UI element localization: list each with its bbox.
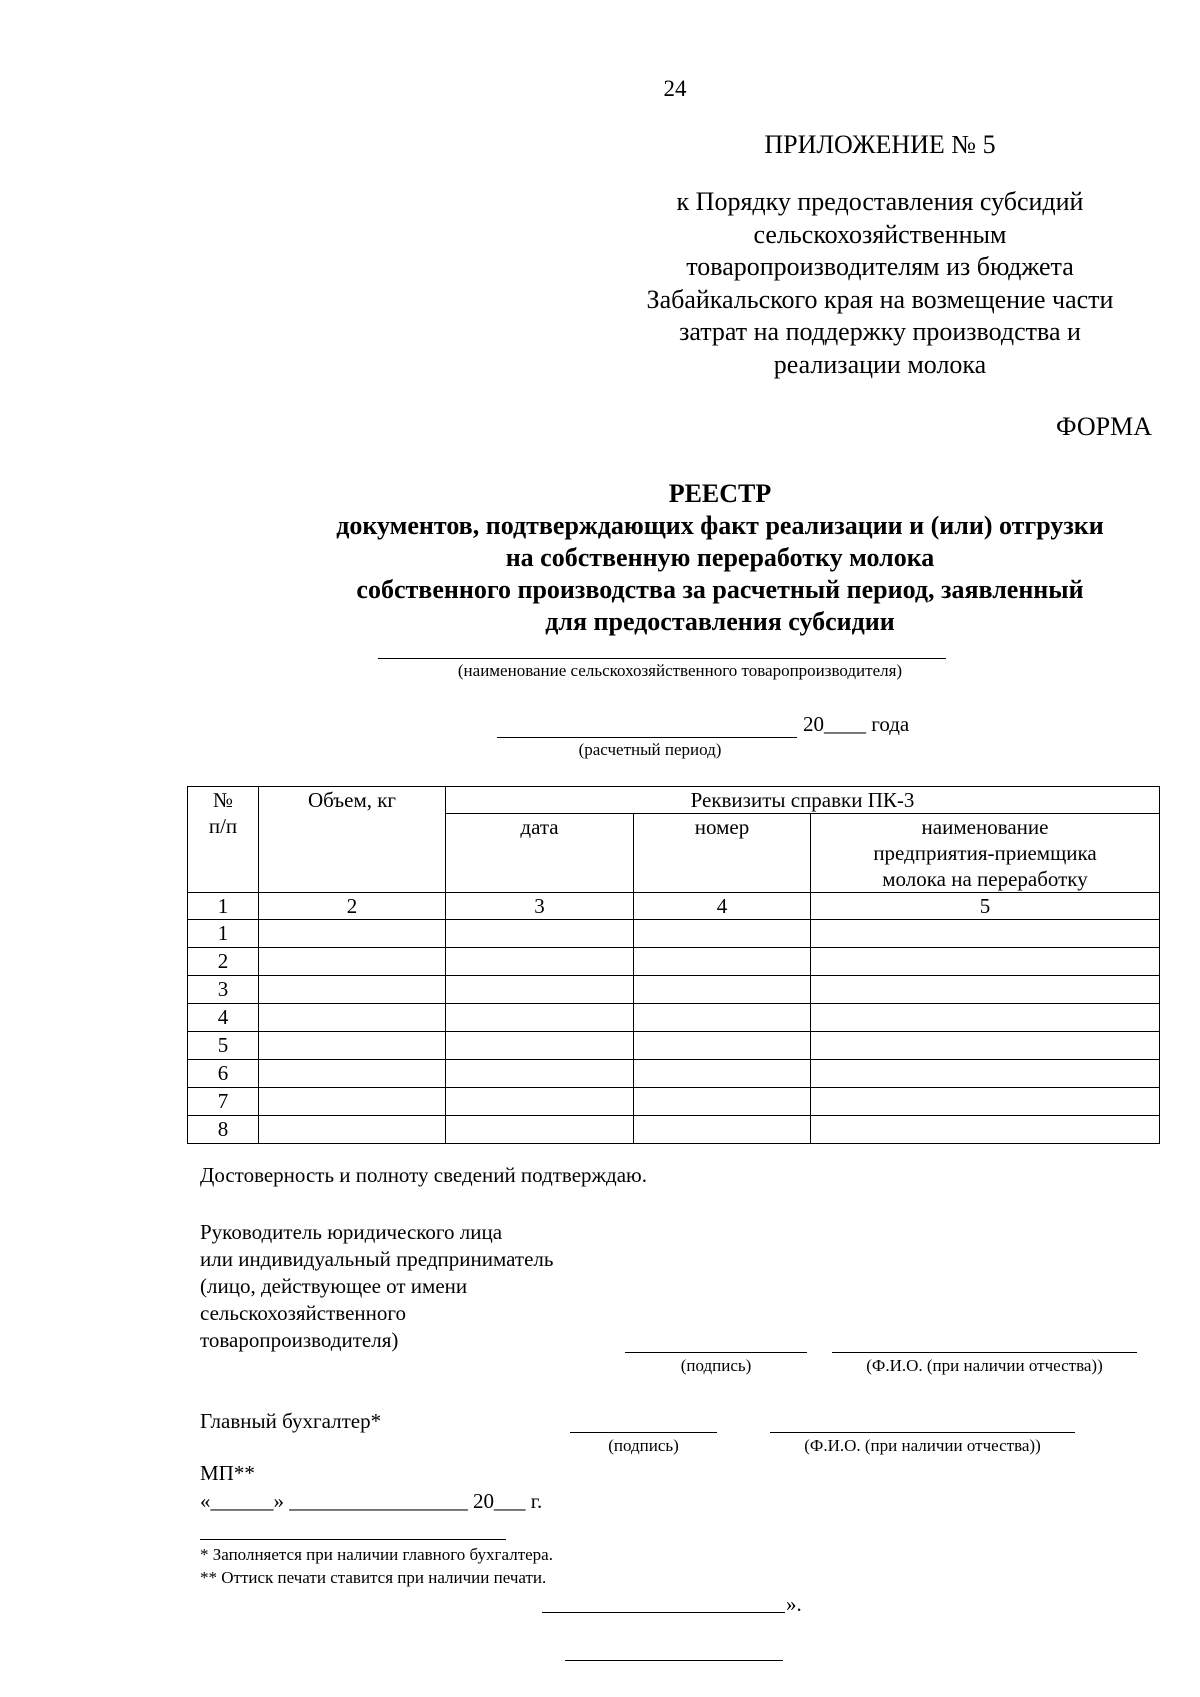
header-row-number <box>188 787 259 893</box>
header-name-line: молока на переработку <box>882 867 1088 891</box>
row-number-cell: 7 <box>188 1088 259 1116</box>
index-cell: 5 <box>811 893 1160 920</box>
head-fio-caption: (Ф.И.О. (при наличии отчества)) <box>866 1356 1103 1375</box>
footnotes <box>200 1543 553 1589</box>
number-cell[interactable] <box>634 948 811 976</box>
head-signature-caption: (подпись) <box>680 1356 752 1375</box>
head-label-line: (лицо, действующее от имени <box>200 1274 468 1298</box>
header-name-line: наименование <box>921 815 1049 839</box>
volume-cell[interactable] <box>259 1032 446 1060</box>
number-cell[interactable] <box>634 1116 811 1144</box>
header-name-line: предприятия-приемщика <box>873 841 1097 865</box>
volume-cell[interactable] <box>259 976 446 1004</box>
row-number-cell: 5 <box>188 1032 259 1060</box>
enterprise-cell[interactable] <box>811 1088 1160 1116</box>
date-cell[interactable] <box>446 1116 634 1144</box>
form-label: ФОРМА <box>1056 412 1152 441</box>
appendix-reference-line: затрат на поддержку производства и <box>679 317 1081 346</box>
appendix-reference-line: сельскохозяйственным <box>753 219 1007 249</box>
header-enterprise-name <box>811 814 1160 893</box>
date-cell[interactable] <box>446 1032 634 1060</box>
index-cell: 1 <box>188 893 259 920</box>
head-label-line: Руководитель юридического лица <box>200 1220 503 1244</box>
footnote: ** Оттиск печати ставится при наличии печати. <box>200 1568 547 1587</box>
index-cell: 2 <box>259 893 446 920</box>
head-signature-line[interactable] <box>625 1352 807 1353</box>
period-year: 20____ года <box>803 712 910 736</box>
appendix-reference-line: к Порядку предоставления субсидий <box>676 187 1084 216</box>
appendix-reference <box>600 186 1160 381</box>
volume-cell[interactable] <box>259 1004 446 1032</box>
appendix-reference-line: реализации молока <box>773 349 987 379</box>
register-title-line: собственного производства за расчетный период, заявленный <box>356 575 1084 604</box>
register-title-line: документов, подтверждающих факт реализации и (или) отгрузки <box>336 511 1104 540</box>
date-cell[interactable] <box>446 948 634 976</box>
header-pk3-group: Реквизиты справки ПК-3 <box>446 787 1160 814</box>
table-row <box>188 1088 1160 1116</box>
number-cell[interactable] <box>634 1004 811 1032</box>
table-row <box>188 1004 1160 1032</box>
head-fio-line[interactable] <box>832 1352 1137 1353</box>
producer-caption: (наименование сельскохозяйственного товаропроизводителя) <box>457 661 903 680</box>
enterprise-cell[interactable] <box>811 976 1160 1004</box>
register-title-line: на собственную переработку молока <box>505 543 935 572</box>
table-row <box>188 920 1160 948</box>
row-number-cell: 1 <box>188 920 259 948</box>
table-index-row <box>188 893 1160 920</box>
date-cell[interactable] <box>446 1004 634 1032</box>
table-row <box>188 976 1160 1004</box>
accountant-signature-caption: (подпись) <box>608 1436 679 1455</box>
closing-line <box>542 1612 785 1613</box>
enterprise-cell[interactable] <box>811 1032 1160 1060</box>
appendix-reference-line: Забайкальского края на возмещение части <box>646 284 1114 314</box>
confirm-text: Достоверность и полноту сведений подтверждаю. <box>200 1163 647 1187</box>
table-row <box>188 1032 1160 1060</box>
enterprise-cell[interactable] <box>811 1116 1160 1144</box>
head-label-line: или индивидуальный предприниматель <box>200 1247 554 1271</box>
volume-cell[interactable] <box>259 1088 446 1116</box>
number-cell[interactable] <box>634 920 811 948</box>
volume-cell[interactable] <box>259 948 446 976</box>
volume-cell[interactable] <box>259 1060 446 1088</box>
date-cell[interactable] <box>446 920 634 948</box>
header-num-symbol: № <box>212 788 234 812</box>
bottom-line <box>565 1660 783 1661</box>
table-row <box>188 1116 1160 1144</box>
number-cell[interactable] <box>634 976 811 1004</box>
number-cell[interactable] <box>634 1060 811 1088</box>
number-cell[interactable] <box>634 1032 811 1060</box>
head-label-line: сельскохозяйственного <box>200 1301 406 1325</box>
period-line <box>497 737 797 738</box>
footnote: * Заполняется при наличии главного бухгалтера. <box>200 1545 553 1564</box>
page-number: 24 <box>663 76 687 101</box>
table-header-row <box>188 787 1160 814</box>
header-num-abbr: п/п <box>208 814 238 838</box>
date-cell[interactable] <box>446 976 634 1004</box>
number-cell[interactable] <box>634 1088 811 1116</box>
date-cell[interactable] <box>446 1088 634 1116</box>
accountant-fio-line[interactable] <box>770 1432 1075 1433</box>
head-label <box>200 1219 553 1354</box>
enterprise-cell[interactable] <box>811 948 1160 976</box>
row-number-cell: 4 <box>188 1004 259 1032</box>
stamp-label: МП** <box>200 1461 255 1485</box>
footnote-separator <box>200 1539 506 1540</box>
registry-table <box>187 786 1160 1144</box>
header-volume: Объем, кг <box>259 787 446 893</box>
table-row <box>188 948 1160 976</box>
appendix-reference-line: товаропроизводителям из бюджета <box>686 252 1074 281</box>
volume-cell[interactable] <box>259 1116 446 1144</box>
enterprise-cell[interactable] <box>811 920 1160 948</box>
producer-name-line <box>378 658 946 659</box>
accountant-fio-caption: (Ф.И.О. (при наличии отчества)) <box>804 1436 1041 1455</box>
head-label-line: товаропроизводителя) <box>200 1328 399 1352</box>
table-row <box>188 1060 1160 1088</box>
register-title <box>150 478 1200 638</box>
register-title-line: РЕЕСТР <box>668 479 772 508</box>
accountant-label: Главный бухгалтер* <box>200 1409 382 1433</box>
index-cell: 3 <box>446 893 634 920</box>
period-caption: (расчетный период) <box>578 740 722 759</box>
accountant-signature-line[interactable] <box>570 1432 717 1433</box>
row-number-cell: 3 <box>188 976 259 1004</box>
enterprise-cell[interactable] <box>811 1004 1160 1032</box>
closing-mark: ». <box>786 1592 802 1616</box>
index-cell: 4 <box>634 893 811 920</box>
row-number-cell: 8 <box>188 1116 259 1144</box>
header-date: дата <box>446 814 634 893</box>
row-number-cell: 6 <box>188 1060 259 1088</box>
enterprise-cell[interactable] <box>811 1060 1160 1088</box>
row-number-cell: 2 <box>188 948 259 976</box>
header-number: номер <box>634 814 811 893</box>
volume-cell[interactable] <box>259 920 446 948</box>
date-line[interactable]: «______» _________________ 20___ г. <box>200 1489 543 1513</box>
date-cell[interactable] <box>446 1060 634 1088</box>
register-title-line: для предоставления субсидии <box>545 607 895 636</box>
appendix-title: ПРИЛОЖЕНИЕ № 5 <box>764 130 996 159</box>
